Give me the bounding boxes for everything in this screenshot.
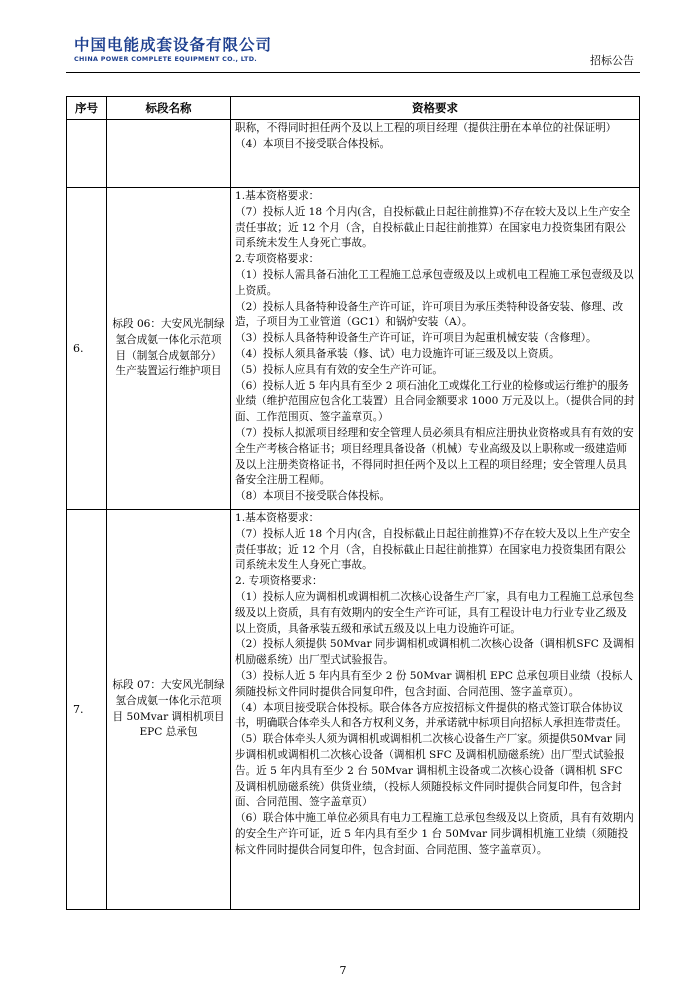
- section-name: 标段 06：大安风光制绿氢合成氨一体化示范项目（制氢合成氨部分）生产装置运行维护项目: [107, 188, 231, 510]
- requirement-line: 2. 专项资格要求：: [235, 575, 323, 588]
- requirement-line: （4）本项目不接受联合体投标。: [235, 137, 391, 150]
- table-row: [67, 188, 640, 510]
- requirement-line: （1）投标人应为调相机或调相机二次核心设备生产厂家，具有电力工程施工总承包叁级及以上资质，具有有效期内的安全生产许可证，具有工程设计电力行业专业乙级及以上资质，具备承装五级和承试五级及以上电力设施许可证。: [235, 590, 634, 635]
- requirement-line: （5）投标人应具有有效的安全生产许可证。: [235, 363, 444, 376]
- requirement-cell: [231, 120, 640, 188]
- header-section: 标段名称: [107, 97, 231, 120]
- requirement-line: 2.专项资格要求：: [235, 253, 320, 266]
- requirement-line: （6）投标人近 5 年内具有至少 2 项石油化工或煤化工行业的检修或运行维护的服务业绩（维护范围应包含化工装置）且合同金额要求 1000 万元及以上。（提供合同的封面、工作范围页、签字盖章页。）: [235, 379, 635, 424]
- header-no: 序号: [67, 97, 107, 120]
- row-number: 7.: [67, 510, 107, 910]
- requirement-line: （1）投标人需具备石油化工工程施工总承包壹级及以上或机电工程施工承包壹级及以上资质。: [235, 268, 634, 297]
- requirement-line: （7）投标人近 18 个月内(含，自投标截止日起往前推算)不存在较大及以上生产安全责任事故；近 12 个月（含，自投标截止日起往前推算）在国家电力投资集团有限公司系统未发生人身死亡事故。: [235, 205, 631, 250]
- requirement-cell: [231, 188, 640, 510]
- requirement-line: （3）投标人近 5 年内具有至少 2 份 50Mvar 调相机 EPC 总承包项目业绩（投标人须随投标文件同时提供合同复印件，包含封面、合同范围、签字盖章页）。: [235, 669, 633, 698]
- requirement-line: 职称，不得同时担任两个及以上工程的项目经理（提供注册在本单位的社保证明）: [235, 122, 617, 134]
- row-number: 6.: [67, 188, 107, 510]
- requirement-line: （6）联合体中施工单位必须具有电力工程施工总承包叁级及以上资质，具有有效期内的安全生产许可证，近 5 年内具有至少 1 台 50Mvar 同步调相机施工业绩（须随投标文件同时提供合同复印件，包含封面、合同范围、签字盖章页）。: [235, 812, 634, 856]
- qualification-table: [66, 96, 640, 910]
- requirement-line: （4）投标人须具备承装（修、试）电力设施许可证三级及以上资质。: [235, 347, 560, 360]
- company-logo: [74, 36, 272, 63]
- header-requirement: 资格要求: [231, 97, 640, 120]
- section-name: 标段 07：大安风光制绿氢合成氨一体化示范项目 50Mvar 调相机项目 EPC 总承包: [107, 510, 231, 910]
- requirement-line: （3）投标人具备特种设备生产许可证，许可项目为起重机械安装（含修理）。: [235, 332, 597, 345]
- requirement-cell: [231, 510, 640, 910]
- requirement-line: （2）投标人须提供 50Mvar 同步调相机或调相机二次核心设备（调相机SFC 及调相机励磁系统）出厂型式试验报告。: [235, 638, 635, 667]
- page-number: 7: [339, 964, 347, 977]
- requirement-line: （7）投标人近 18 个月内(含，自投标截止日起往前推算)不存在较大及以上生产安全责任事故；近 12 个月（含，自投标截止日起往前推算）在国家电力投资集团有限公司系统未发生人身死亡事故。: [235, 527, 631, 572]
- requirement-line: （7）投标人拟派项目经理和安全管理人员必须具有相应注册执业资格或具有有效的安全生产考核合格证书；项目经理具备设备（机械）专业高级及以上职称或一级建造师及以上注册类资格证书，不得同时担任两个及以上工程的项目经理；安全管理人员具备安全注册工程师。: [235, 426, 634, 487]
- company-name-en: CHINA POWER COMPLETE EQUIPMENT CO., LTD.: [74, 55, 258, 63]
- requirement-line: （8）本项目不接受联合体投标。: [235, 490, 391, 503]
- requirement-line: （2）投标人具备特种设备生产许可证，许可项目为承压类特种设备安装、修理、改造，子项目为工业管道（GC1）和锅炉安装（A）。: [235, 300, 624, 329]
- row-number: [67, 120, 107, 188]
- section-name: [107, 120, 231, 188]
- table-row: [67, 510, 640, 910]
- table-header-row: [67, 97, 640, 120]
- requirement-line: （4）本项目接受联合体投标。联合体各方应按招标文件提供的格式签订联合体协议书，明确联合体牵头人和各方权利义务，并承诺就中标项目向招标人承担连带责任。: [235, 701, 627, 730]
- table-row: [67, 120, 640, 188]
- requirement-line: （5）联合体牵头人须为调相机或调相机二次核心设备生产厂家。须提供50Mvar 同步调相机或调相机二次核心设备（调相机 SFC 及调相机励磁系统）出厂型式试验报告。近 5 年内具有至少 2 台 50Mvar 调相机主设备或二次核心设备（调相机 SFC 及调相机励磁系统）供货业绩，（投标人须随投标文件同时提供合同复印件，包含封面、合同范围、签字盖章页）: [235, 733, 626, 809]
- requirement-line: 1.基本资格要求：: [235, 512, 320, 524]
- document-type: 招标公告: [590, 54, 634, 67]
- header-divider: [66, 72, 640, 73]
- company-name-cn: 中国电能成套设备有限公司: [74, 36, 273, 54]
- requirement-line: 1.基本资格要求：: [235, 190, 320, 202]
